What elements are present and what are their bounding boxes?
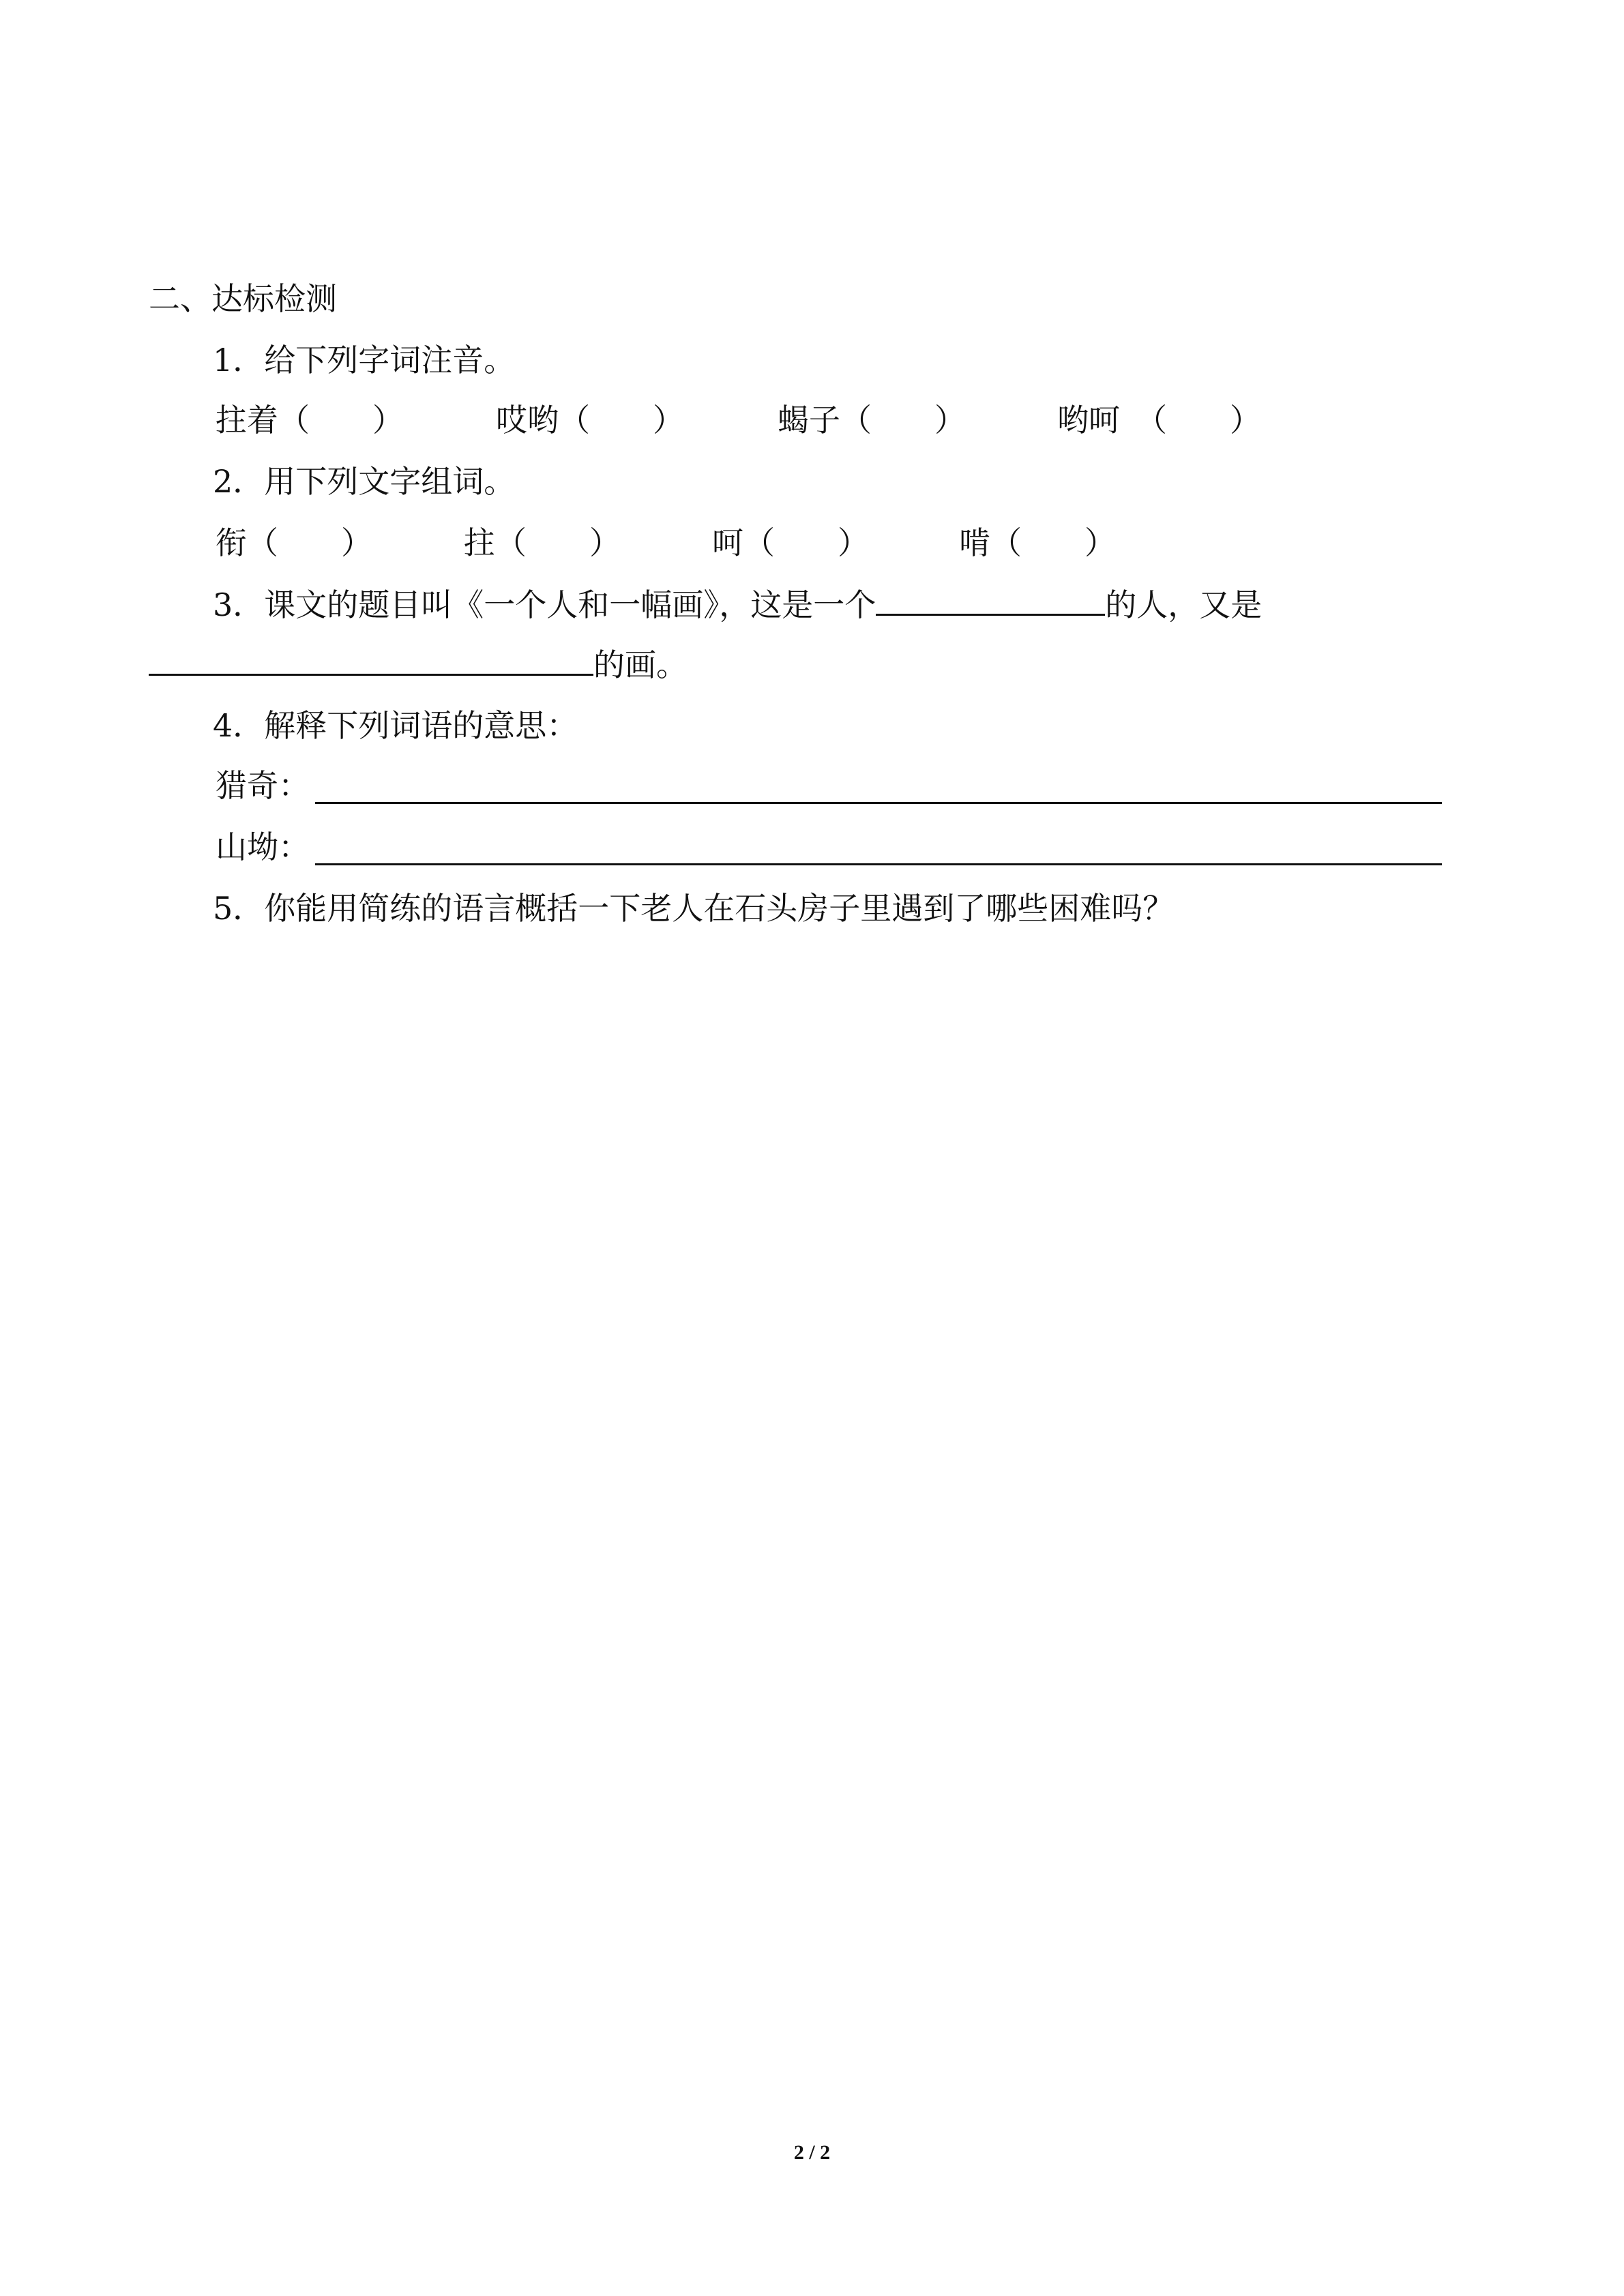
q4-prompt: 4．解释下列词语的意思： <box>213 707 578 744</box>
q1-item-1: 拄着（ ） <box>216 402 404 438</box>
q4-item-1-label: 猎奇： <box>216 767 310 804</box>
q3-line-1 <box>213 584 1262 625</box>
q1-item-4: 哟呵 （ ） <box>1057 402 1261 438</box>
page-number: 2 / 2 <box>793 2141 831 2164</box>
section-heading: 二、达标检测 <box>149 280 337 317</box>
q2-prompt: 2．用下列文字组词。 <box>213 463 516 500</box>
q3-blank-2[interactable] <box>149 644 593 676</box>
q4-item-2-label: 山坳： <box>216 829 310 865</box>
q3-blank-1[interactable] <box>876 584 1105 616</box>
q1-item-3: 蝎子（ ） <box>778 402 966 438</box>
q1-item-2: 哎哟（ ） <box>496 402 684 438</box>
q1-prompt: 1．给下列字词注音。 <box>213 342 516 378</box>
q5-prompt: 5．你能用简练的语言概括一下老人在石头房子里遇到了哪些困难吗？ <box>213 890 1175 927</box>
q3-text-part3: 的画。 <box>593 646 688 683</box>
q3-line-2 <box>149 644 688 685</box>
q2-item-2: 拄（ ） <box>464 524 621 561</box>
q4-item-2-answer-line[interactable] <box>315 863 1442 865</box>
q3-text-part1: 3．课文的题目叫《一个人和一幅画》，这是一个 <box>213 586 876 623</box>
q4-item-1-answer-line[interactable] <box>315 802 1442 804</box>
q2-item-4: 啃（ ） <box>959 524 1116 561</box>
q3-text-part2: 的人，又是 <box>1105 586 1263 623</box>
q2-item-3: 呵（ ） <box>712 524 869 561</box>
q2-item-1: 衔（ ） <box>216 524 372 561</box>
